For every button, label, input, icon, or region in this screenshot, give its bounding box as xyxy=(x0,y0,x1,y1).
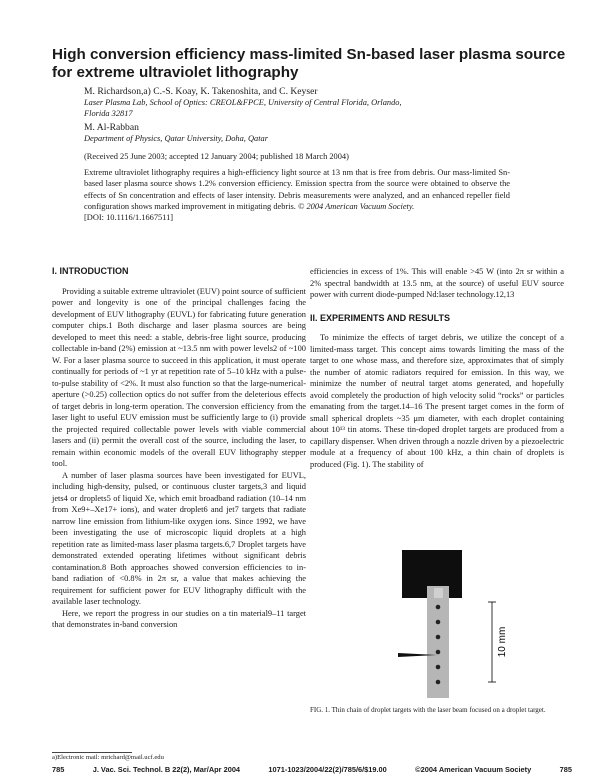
paper-title: High conversion efficiency mass-limited Sn-based laser plasma source for extreme ultraviolet lithography xyxy=(52,46,566,81)
footer-society: ©2004 American Vacuum Society xyxy=(415,765,532,774)
received-dates: (Received 25 June 2003; accepted 12 January 2004; published 18 March 2004) xyxy=(84,152,349,161)
abstract xyxy=(84,167,510,223)
nozzle-tip xyxy=(434,588,443,598)
droplet xyxy=(436,650,441,655)
section-heading-experiments: II. EXPERIMENTS AND RESULTS xyxy=(310,312,451,323)
affiliation-2: Department of Physics, Qatar University, Doha, Qatar xyxy=(84,134,268,143)
affiliation-1-line-1: Laser Plasma Lab, School of Optics: CREOL&FPCE, University of Central Florida, Orlando, xyxy=(84,98,402,107)
footer-issn: 1071-1023/2004/22(2)/785/6/$19.00 xyxy=(268,765,387,774)
affiliation-1-line-2: Florida 32817 xyxy=(84,108,133,118)
figure-1-droplet-image xyxy=(380,550,530,698)
droplet xyxy=(436,665,441,670)
paragraph: To minimize the effects of target debris, we utilize the concept of a limited-mass target. This concept aims towards limiting the mass of the target to one whose mass, and therefore size, approximates that of simply the number of atomic radiators required for emission. In this way, we minimize the number of neutral target atoms generated, and hopefully avoid completely the production of high velocity solid “rocks” or particles emanating from the target.14–16 The present target comes in the form of small spherical droplets ~35 μm diameter, with each droplet containing about 10¹³ tin atoms. These tin-doped droplet targets are produced from a capillary dispenser. When driven through a nozzle driven by a piezoelectric module at a frequency of about 100 kHz, a thin chain of droplets is produced (Fig. 1). The stability of xyxy=(310,333,564,469)
paragraph: Here, we report the progress in our studies on a tin material9–11 target that demonstrates in-band conversion xyxy=(52,608,306,629)
figure-caption: FIG. 1. Thin chain of droplet targets with the laser beam focused on a droplet target. xyxy=(310,706,546,714)
footer-left-page-number: 785 xyxy=(52,765,65,774)
footnote-divider xyxy=(52,752,132,753)
footnote: a)Electronic mail: mrichard@mail.ucf.edu xyxy=(52,754,164,761)
right-column xyxy=(310,266,564,470)
author-list-1: M. Richardson,a) C.-S. Koay, K. Takenoshita, and C. Keyser xyxy=(84,86,318,97)
scale-bar-label: 10 mm xyxy=(497,626,508,658)
abstract-text: Extreme ultraviolet lithography requires a high-efficiency light source at 13 nm that is free from debris. Our mass-limited Sn-based laser plasma source shows 1.2% conversion efficiency. Emission spectra from the source were obtained to observe the effects of Sn concentration and effects of laser intensity. Debris measurements were analyzed, and an enhanced repeller field configuration shows marked improvement in mitigating debris. xyxy=(84,168,510,211)
footer-right-page-number: 785 xyxy=(559,765,572,774)
droplet xyxy=(436,635,441,640)
droplet xyxy=(436,605,441,610)
footer-journal: J. Vac. Sci. Technol. B 22(2), Mar/Apr 2004 xyxy=(92,765,241,774)
paragraph: Providing a suitable extreme ultraviolet (EUV) point source of sufficient power and longevity is one of the principal challenges facing the development of EUV lithography (EUVL) for fabricating future generation computer chips.1 Both discharge and laser plasma sources are being developed to meet this need: a stable, debris-free light source, producing collectable in-band (2%) emission at ~13.5 nm with power levels2 of ~100 W. For a laser plasma source to succeed in this application, it must operate continually for periods of ~1 yr at repetition rate of 5–10 kHz with a pulse-to-pulse stability of <2%. It must also function so that the large-numerical-aperture (>0.25) collection optics do not suffer from the deleterious effects of target debris in long-term operation. The conversion efficiency from the laser light to useful EUV emission must be sufficiently large to (i) provide the projected required collectable power levels with viable commercial lasers and (ii) permit the overall cost of the source, including the laser, to remain within economic models of the overall EUV lithography stepper tool. xyxy=(52,286,306,468)
droplet xyxy=(436,620,441,625)
section-heading-introduction: I. INTRODUCTION xyxy=(52,266,129,276)
abstract-copyright: © 2004 American Vacuum Society. xyxy=(298,201,415,211)
author-list-2: M. Al-Rabban xyxy=(84,122,139,133)
left-column xyxy=(52,266,306,631)
doi: [DOI: 10.1116/1.1667511] xyxy=(84,213,174,223)
paragraph: efficiencies in excess of 1%. This will enable >45 W (into 2π sr within a 2% spectral bandwidth at 13.5 nm, at the source) of useful EUV source power with current diode-pumped Nd:laser technology.12,13 xyxy=(310,267,564,299)
page-footer xyxy=(52,765,572,774)
droplet xyxy=(436,680,441,685)
paragraph: A number of laser plasma sources have been investigated for EUVL, including high-density, pulsed, or continuous cluster targets,3 and liquid jets4 or droplets5 of liquid Xe, which emit broadband radiation (10–14 nm from Xe9+–Xe17+ ions), and water droplet6 and jet7 targets that radiate narrow line emission from lithium-like oxygen ions. Since 1992, we have been investigating the use of microscopic liquid droplets at a high repetition rate as limited-mass laser plasma targets.6,7 Droplet targets have demonstrated extended operating lifetimes without significant debris contamination.8 Both approaches showed conversion efficiencies to in-band radiation of <0.8% in 2π sr, a value that makes achieving the requirement for sufficient power for EUV lithography difficult with the available laser technology. xyxy=(52,470,306,606)
